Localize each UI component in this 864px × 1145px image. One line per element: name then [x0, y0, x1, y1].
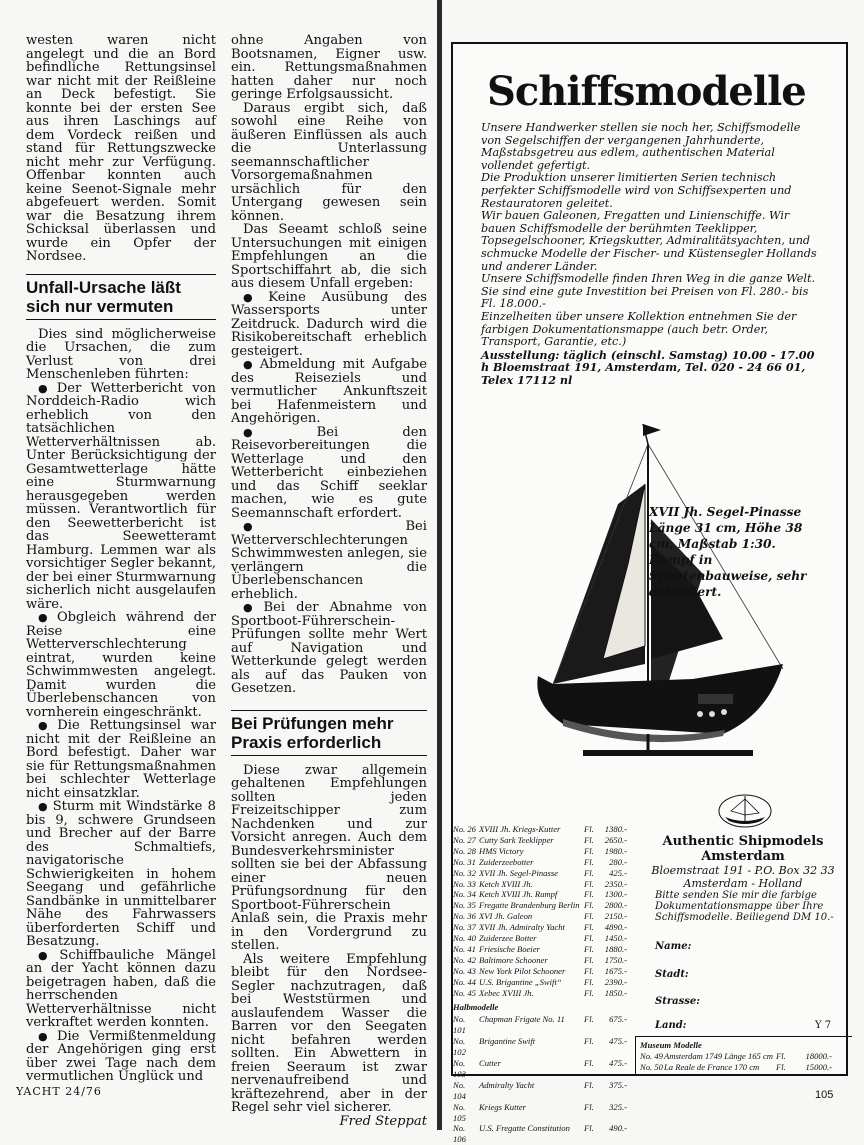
price-no: No. 101: [453, 1014, 466, 1036]
price-row: [453, 1102, 643, 1124]
ad-paragraph: Einzelheiten über unsere Kollektion entnehmen Sie der farbigen Dokumentationsmappe (auch betr. Order, Transport, Garantie, etc.): [481, 309, 797, 349]
price-no: No. 31: [453, 856, 476, 867]
price-cur: Fl.: [584, 943, 594, 954]
paragraph: Dies sind möglicherweise die Ursachen, die zum Verlust von drei Menschenleben führten:: [26, 326, 216, 382]
price-row: [453, 868, 643, 879]
price-row: [453, 1123, 643, 1145]
price-no: No. 35: [453, 900, 476, 911]
price-price: 1850.-: [604, 987, 627, 998]
price-cur: Fl.: [584, 1058, 594, 1069]
price-name: U.S. Fregatte Constitution: [479, 1123, 570, 1134]
price-name: Friesische Boeier: [479, 943, 540, 954]
paragraph: Diese zwar allgemein gehaltenen Empfehlungen sollten jeden Freizeitschipper zum Nachdenken und zur Vorsicht anregen. Auch dem Bundesverkehrsminister sollten sie bei der Abfassung einer neuen Prüfungsordnung für den Sportboot-Führerschein Anlaß sein, die Praxis mehr in den Vordergrund zu stellen.: [231, 762, 427, 953]
price-row: [453, 944, 643, 955]
price-cur: Fl.: [584, 845, 594, 856]
price-row: [453, 955, 643, 966]
price-price: 675.-: [609, 1014, 627, 1025]
price-cur: Fl.: [584, 911, 594, 922]
price-no: No. 32: [453, 867, 476, 878]
price-name: Zuiderzeebotter: [479, 856, 534, 867]
ad-title: Schiffsmodelle: [487, 68, 806, 115]
museum-models: [635, 1036, 852, 1076]
price-name: Admiralty Yacht: [479, 1079, 535, 1090]
price-cur: Fl.: [584, 900, 594, 911]
price-no: No. 27: [453, 834, 476, 845]
ad-paragraph: Unsere Schiffsmodelle finden Ihren Weg in die ganze Welt. Sie sind eine gute Investition bei Preisen von Fl. 280.- bis Fl. 18.000.-: [481, 272, 816, 311]
price-no: No. 34: [453, 889, 476, 900]
bullet-item: ● Bei der Abnahme von Sportboot-Führerschein-Prüfungen sollte mehr Wert auf Navigation und Wetterkunde gelegt werden als auf das Pauken von Gesetzen.: [231, 601, 427, 696]
price-name: HMS Victory: [479, 845, 524, 856]
ad-paragraph: Die Produktion unserer limitierten Serien technisch perfekter Schiffsmodelle wird von Schiffsexperten und Restauratoren geleitet.: [481, 171, 792, 210]
price-price: 1980.-: [604, 845, 627, 856]
price-name: Cutter: [479, 1058, 501, 1069]
price-row: [640, 1051, 848, 1062]
price-row: [453, 824, 643, 835]
price-row: [453, 977, 643, 988]
price-cur: Fl.: [584, 1101, 594, 1112]
price-row: [453, 1014, 643, 1036]
price-cur: Fl.: [584, 889, 594, 900]
price-price: 1380.-: [604, 824, 627, 834]
price-row: [453, 1036, 643, 1058]
section-heading: Bei Prüfungen mehr Praxis erforderlich: [231, 710, 427, 756]
price-no: No. 37: [453, 922, 476, 933]
price-name: Kriegs Kutter: [479, 1101, 527, 1112]
paragraph: westen waren nicht angelegt und die an Bord befindliche Rettungsinsel war nicht mit der Reißleine an Deck befestigt. Sie konnte bei der ersten See aus ihren Laschings auf dem Vordeck reißen und stand für Rettungszwecke nicht mehr zur Verfügung. Offenbar konnten auch keine Seenot-Signale mehr abgefeuert werden. Somit war die Besatzung ihrem Schicksal überlassen und wurde ein Opfer der Nordsee.: [26, 33, 216, 264]
price-name: Chapman Frigate No. 11: [479, 1014, 565, 1025]
price-row: [453, 900, 643, 911]
bullet-item: ● Sturm mit Windstärke 8 bis 9, schwere Grundseen und Brecher auf der Barre des Schmaltiefs, navigatorische Schwierigkeiten in hohem Seegang und gefährliche Sandbänke in unmittelbarer Nähe des Fahrwassers überforderten Schiff und Besatzung.: [26, 800, 216, 949]
price-no: No. 105: [453, 1101, 466, 1123]
price-no: No. 42: [453, 954, 476, 965]
ad-paragraph: Unsere Handwerker stellen sie noch her, Schiffsmodelle von Segelschiffen der vergangenen Jahrhunderte, Maßstabsgetreu aus edlem, authentischen Material vollendet gefertigt.: [481, 121, 801, 172]
price-name: Cutty Sark Teeklipper: [479, 834, 554, 845]
company-block: [643, 834, 843, 890]
price-cur: Fl.: [584, 856, 594, 867]
price-price: 15000.-: [805, 1062, 832, 1072]
price-name: La Reale de France 170 cm: [664, 1062, 760, 1072]
price-list: [453, 824, 643, 1145]
company-address: [643, 864, 843, 890]
price-name: Fregatte Brandenburg Berlin: [479, 900, 580, 911]
order-text: Bitte senden Sie mir die farbige Dokumentationsmappe über Ihre Schiffsmodelle. Beiliegend DM 10.-: [655, 890, 834, 923]
price-no: No. 43: [453, 965, 476, 976]
price-price: 18000.-: [805, 1051, 832, 1061]
price-price: 475.-: [609, 1058, 627, 1069]
price-no: No. 50: [640, 1062, 663, 1072]
price-no: No. 33: [453, 878, 476, 889]
author-signature: Fred Steppat: [339, 1113, 427, 1129]
price-row: [640, 1062, 848, 1073]
price-no: No. 103: [453, 1058, 466, 1079]
price-cur: Fl.: [584, 922, 594, 933]
price-row: [453, 846, 643, 857]
price-price: 1880.-: [604, 943, 627, 954]
price-price: 1450.-: [604, 933, 627, 944]
ad-paragraph: Ausstellung: täglich (einschl. Samstag) 10.00 - 17.00 h Bloemstraat 191, Amsterdam, Tel. 020 - 24 66 01, Telex 17112 nl: [481, 347, 815, 387]
bullet-item: ● Keine Ausübung des Wassersports unter Zeitdruck. Dadurch wird die Risikobereitschaft erheblich gesteigert.: [231, 291, 427, 359]
price-row: [453, 835, 643, 846]
price-cur: Fl.: [584, 867, 594, 878]
price-no: No. 26: [453, 824, 476, 834]
magazine-footer: YACHT 24/76: [16, 1085, 102, 1098]
price-no: No. 36: [453, 911, 476, 922]
page-gutter: [437, 0, 442, 1130]
page-number: 105: [815, 1089, 834, 1101]
price-row: [453, 988, 643, 999]
paragraph: Daraus ergibt sich, daß sowohl eine Reihe von äußeren Einflüssen als auch die Unterlassung seemannschaftlicher Vorsorgemaßnahmen ursächlich für den Untergang gewesen sein können.: [231, 100, 427, 224]
bullet-item: ● Abmeldung mit Aufgabe des Reiseziels und vermutlicher Ankunftszeit bei Hafenmeistern und Angehörigen.: [231, 358, 427, 426]
price-price: 2650.-: [604, 834, 627, 845]
price-no: No. 41: [453, 943, 476, 954]
price-price: 2350.-: [604, 878, 627, 889]
price-name: Baltimore Schooner: [479, 954, 548, 965]
price-cur: Fl.: [584, 987, 594, 998]
price-price: 2800.-: [604, 900, 627, 911]
price-row: [453, 922, 643, 933]
price-cur: Fl.: [584, 976, 594, 987]
price-no: No. 106: [453, 1123, 466, 1145]
price-cur: Fl.: [584, 1123, 594, 1134]
price-no: No. 40: [453, 933, 476, 944]
bullet-item: ● Der Wetterbericht von Norddeich-Radio wich erheblich von den tatsächlichen Wetterverhältnissen ab. Unter Berücksichtigung der Gesamtwetterlage hätte eine Sturmwarnung herausgegeben werden müssen. Verantwortlich für den Seewetterbericht ist das Seewetteramt Hamburg. Lemmen war als vorsichtiger Segler bekannt, der bei einer Sturmwarnung sicherlich nicht ausgelaufen wäre.: [26, 382, 216, 612]
price-cur: Fl.: [776, 1062, 786, 1072]
price-no: No. 102: [453, 1036, 466, 1058]
price-no: No. 44: [453, 976, 476, 987]
price-name: Zuiderzee Botter: [479, 933, 537, 944]
company-name: Authentic Shipmodels Amsterdam: [662, 834, 824, 864]
price-cur: Fl.: [584, 1014, 594, 1025]
bullet-item: ● Die Vermißtenmeldung der Angehörigen ging erst über zwei Tage nach dem vermutlichen Unglück und: [26, 1030, 216, 1084]
price-name: New York Pilot Schooner: [479, 965, 566, 976]
city-field[interactable]: Stadt:: [655, 969, 689, 980]
price-row: [453, 966, 643, 977]
price-name: XVI Jh. Galeon: [479, 911, 533, 922]
country-field[interactable]: Land:: [655, 1020, 687, 1031]
ship-logo-icon: [715, 791, 775, 829]
price-price: 280.-: [609, 856, 627, 867]
price-row: [453, 889, 643, 900]
ship-caption: [649, 504, 819, 600]
price-name: XVIII Jh. Kriegs-Kutter: [479, 824, 561, 834]
ad-body: [481, 122, 821, 386]
price-cur: Fl.: [584, 878, 594, 889]
name-field[interactable]: Name:: [655, 941, 692, 952]
price-cur: Fl.: [584, 834, 594, 845]
article-column-2: [231, 34, 427, 1128]
paragraph: ohne Angaben von Bootsnamen, Eigner usw. ein. Rettungsmaßnahmen hatten daher nur noch geringe Erfolgsaussicht.: [231, 33, 427, 102]
halbmodelle-heading: Halbmodelle: [453, 1001, 499, 1012]
price-name: U.S. Brigantine „Swift“: [479, 976, 562, 987]
paragraph: Als weitere Empfehlung bleibt für den Nordsee-Segler nachzutragen, daß bei Weststürmen und auslaufendem Wasser die Barren vor den Seegaten nicht befahren werden sollten. Ein Abwettern in freien Seeraum ist zwar nervenaufreibend und kräftezehrend, aber in der Regel sehr viel sicherer.: [231, 951, 427, 1115]
address-city: Amsterdam - Holland: [683, 877, 803, 890]
price-name: XVII Jh. Admiralty Yacht: [479, 922, 565, 933]
price-no: No. 49: [640, 1051, 663, 1061]
price-cur: Fl.: [776, 1051, 786, 1061]
price-name: Brigantine Swift: [479, 1036, 536, 1047]
museum-heading: Museum Modelle: [640, 1040, 702, 1050]
caption-text: Länge 31 cm, Höhe 38 cm, Maßstab 1:30. Rumpf in Spantenbauweise, sehr detailliert.: [649, 521, 807, 599]
price-price: 2390.-: [604, 976, 627, 987]
museum-rows: [640, 1051, 848, 1073]
price-cur: Fl.: [584, 954, 594, 965]
price-row: [453, 933, 643, 944]
price-price: 1750.-: [604, 954, 627, 965]
price-price: 1300.-: [604, 889, 627, 900]
price-name: Ketch XVIII Jh.: [479, 878, 533, 889]
price-no: No. 28: [453, 845, 476, 856]
price-price: 425.-: [609, 867, 627, 878]
price-cur: Fl.: [584, 965, 594, 976]
price-price: 490.-: [609, 1123, 627, 1134]
price-cur: Fl.: [584, 933, 594, 944]
paragraph: Das Seeamt schloß seine Untersuchungen mit einigen Empfehlungen an die Sportschiffahrt ab, die sich aus diesem Unfall ergeben:: [231, 222, 427, 291]
price-row: [453, 1080, 643, 1102]
bullet-item: ● Schiffbauliche Mängel an der Yacht können dazu beigetragen haben, daß die herrschenden Wetterverhältnisse nicht verkraftet werden konnten.: [26, 949, 216, 1030]
price-price: 2150.-: [604, 911, 627, 922]
price-price: 1675.-: [604, 965, 627, 976]
coupon-code: Y 7: [815, 1020, 832, 1031]
price-row: [453, 857, 643, 868]
price-price: 375.-: [609, 1079, 627, 1090]
price-name: Xebec XVIII Jh.: [479, 987, 534, 998]
address-line: Bloemstraat 191 - P.O. Box 32 33: [651, 864, 835, 877]
bullet-item: ● Bei Wetterverschlechterungen Schwimmwesten anlegen, sie verlängern die Überlebenschancen erheblich.: [231, 520, 427, 601]
ad-paragraph: Wir bauen Galeonen, Fregatten und Linienschiffe. Wir bauen Schiffsmodelle der berühmten Teeklipper, Topsegelschooner, Kriegskutter, Admiralitätsyachten, und schmucke Modelle der Fischer- und Küstensegler Hollands und anderer Länder.: [481, 209, 817, 273]
price-row: [453, 879, 643, 890]
price-name: XVII Jh. Segel-Pinasse: [479, 867, 558, 878]
price-cur: Fl.: [584, 1079, 594, 1090]
price-name: Ketch XVIII Jh. Rumpf: [479, 889, 558, 900]
price-row: [453, 1058, 643, 1080]
price-no: No. 104: [453, 1079, 466, 1101]
price-cur: Fl.: [584, 824, 594, 834]
advertisement: [451, 42, 848, 1145]
section-heading: Unfall-Ursache läßt sich nur vermuten: [26, 274, 216, 320]
price-cur: Fl.: [584, 1036, 594, 1047]
price-row: [453, 911, 643, 922]
article-column-1: [26, 34, 216, 1084]
bullet-item: ● Bei den Reisevorbereitungen die Wetterlage und den Wetterbericht einbeziehen und das Schiff seeklar machen, wie es gute Seemannschaft erfordert.: [231, 426, 427, 521]
bullet-item: ● Die Rettungsinsel war nicht mit der Reißleine an Bord befestigt. Daher war sie für Rettungsmaßnahmen bei schlechter Wetterlage nicht einsatzklar.: [26, 719, 216, 800]
price-price: 4890.-: [604, 922, 627, 933]
price-price: 325.-: [609, 1101, 627, 1112]
bullet-item: ● Obgleich während der Reise eine Wetterverschlechterung eintrat, wurden keine Schwimmwesten angelegt. Damit wurden die Überlebenschancen von vornherein eingeschränkt.: [26, 611, 216, 719]
price-name: Amsterdam 1749 Länge 165 cm: [664, 1051, 774, 1061]
caption-title: XVII Jh. Segel-Pinasse: [649, 505, 802, 519]
street-field[interactable]: Strasse:: [655, 996, 700, 1007]
price-no: No. 45: [453, 987, 476, 998]
price-price: 475.-: [609, 1036, 627, 1047]
